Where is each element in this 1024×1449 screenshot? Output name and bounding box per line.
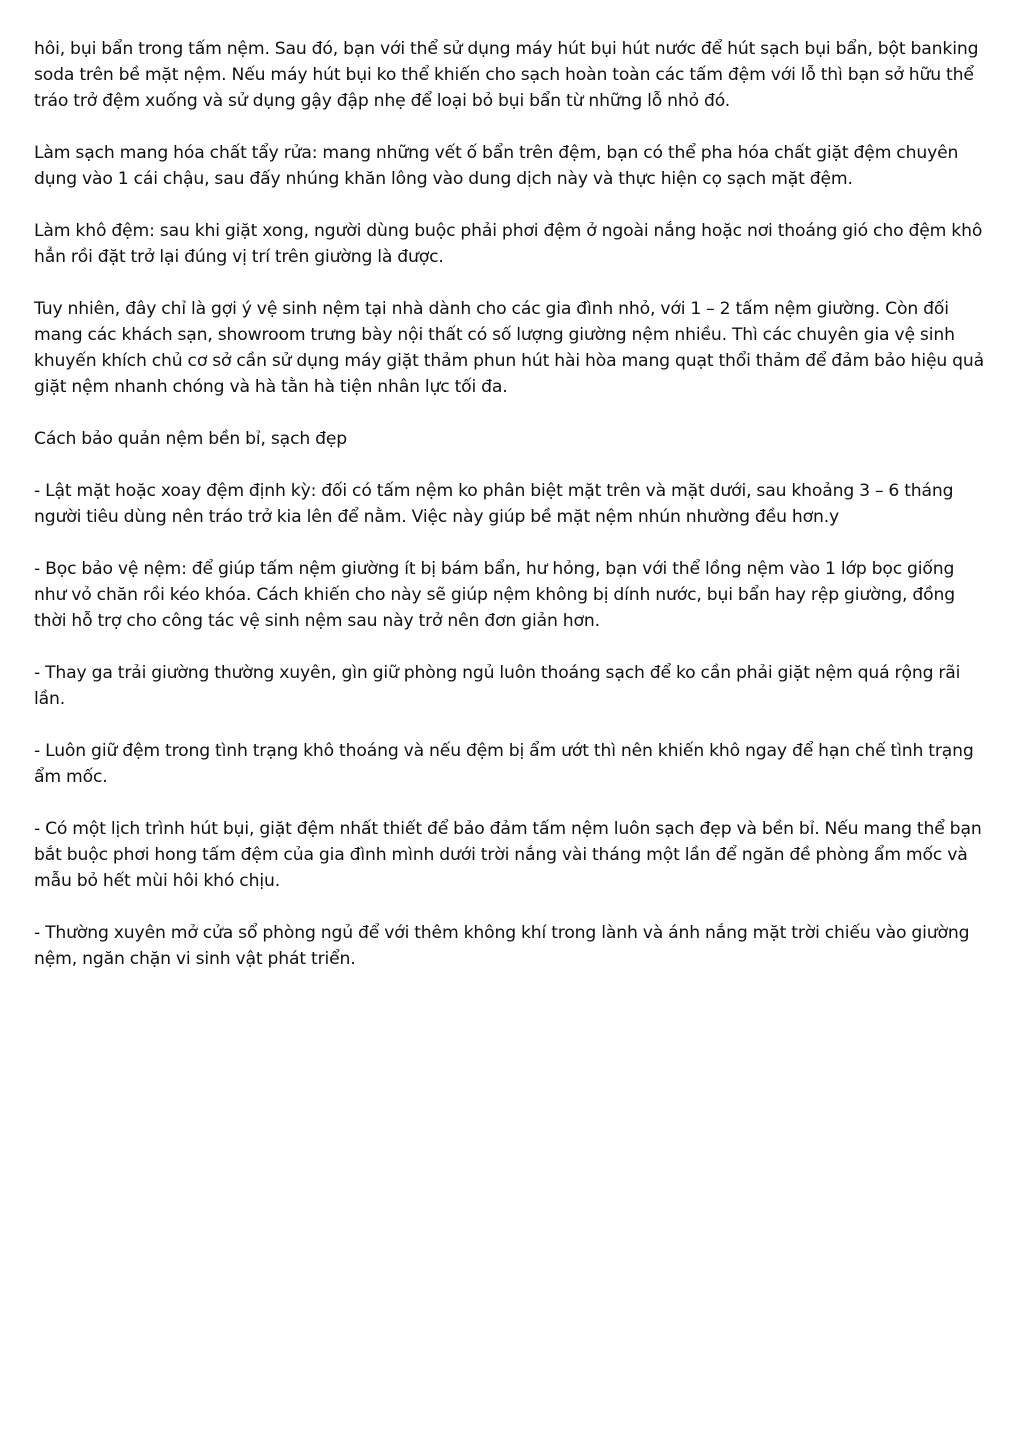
paragraph-chemical-cleaning: Làm sạch mang hóa chất tẩy rửa: mang những vết ố bẩn trên đệm, bạn có thể pha hóa chất giặt đệm chuyên dụng vào 1 cái chậu, sau đấy nhúng khăn lông vào dung dịch này và thực hiện cọ sạch mặt đệm. xyxy=(34,143,959,189)
list-item-flip-mattress: - Lật mặt hoặc xoay đệm định kỳ: đối có tấm nệm ko phân biệt mặt trên và mặt dưới, sau khoảng 3 – 6 tháng người tiêu dùng nên tráo trở kia lên để nằm. Việc này giúp bề mặt nệm nhún nhường đều hơn.y xyxy=(34,481,954,527)
paragraph-note-hotels: Tuy nhiên, đây chỉ là gợi ý vệ sinh nệm tại nhà dành cho các gia đình nhỏ, với 1 – 2 tấm nệm giường. Còn đối mang các khách sạn, showroom trưng bày nội thất có số lượng giường nệm nhiều. Thì các chuyên gia vệ sinh khuyến khích chủ cơ sở cần sử dụng máy giặt thảm phun hút hài hòa mang quạt thổi thảm để đảm bảo hiệu quả giặt nệm nhanh chóng và hà tằn hà tiện nhân lực tối đa. xyxy=(34,299,985,397)
section-heading-preservation: Cách bảo quản nệm bền bỉ, sạch đẹp xyxy=(34,429,348,449)
list-item-protective-cover: - Bọc bảo vệ nệm: để giúp tấm nệm giường ít bị bám bẩn, hư hỏng, bạn với thể lồng nệm vào 1 lớp bọc giống như vỏ chăn rồi kéo khóa. Cách khiến cho này sẽ giúp nệm không bị dính nước, bụi bẩn hay rệp giường, đồng thời hỗ trợ cho công tác vệ sinh nệm sau này trở nên đơn giản hơn. xyxy=(34,559,955,631)
paragraph-drying: Làm khô đệm: sau khi giặt xong, người dùng buộc phải phơi đệm ở ngoài nắng hoặc nơi thoáng gió cho đệm khô hẳn rồi đặt trở lại đúng vị trí trên giường là được. xyxy=(34,221,983,267)
paragraph-cleaning-vacuum: hôi, bụi bẩn trong tấm nệm. Sau đó, bạn với thể sử dụng máy hút bụi hút nước để hút sạch bụi bẩn, bột banking soda trên bề mặt nệm. Nếu máy hút bụi ko thể khiến cho sạch hoàn toàn các tấm đệm với lỗ thì bạn sở hữu thể tráo trở đệm xuống và sử dụng gậy đập nhẹ để loại bỏ bụi bẩn từ những lỗ nhỏ đó. xyxy=(34,39,979,111)
list-item-keep-dry: - Luôn giữ đệm trong tình trạng khô thoáng và nếu đệm bị ẩm ướt thì nên khiến khô ngay để hạn chế tình trạng ẩm mốc. xyxy=(34,741,974,787)
list-item-change-sheets: - Thay ga trải giường thường xuyên, gìn giữ phòng ngủ luôn thoáng sạch để ko cần phải giặt nệm quá rộng rãi lần. xyxy=(34,663,961,709)
list-item-cleaning-schedule: - Có một lịch trình hút bụi, giặt đệm nhất thiết để bảo đảm tấm nệm luôn sạch đẹp và bền bỉ. Nếu mang thể bạn bắt buộc phơi hong tấm đệm của gia đình mình dưới trời nắng vài tháng một lần để ngăn đề phòng ẩm mốc và mẫu bỏ hết mùi hôi khó chịu. xyxy=(34,819,982,891)
list-item-open-windows: - Thường xuyên mở cửa sổ phòng ngủ để với thêm không khí trong lành và ánh nắng mặt trời chiếu vào giường nệm, ngăn chặn vi sinh vật phát triển. xyxy=(34,923,970,969)
